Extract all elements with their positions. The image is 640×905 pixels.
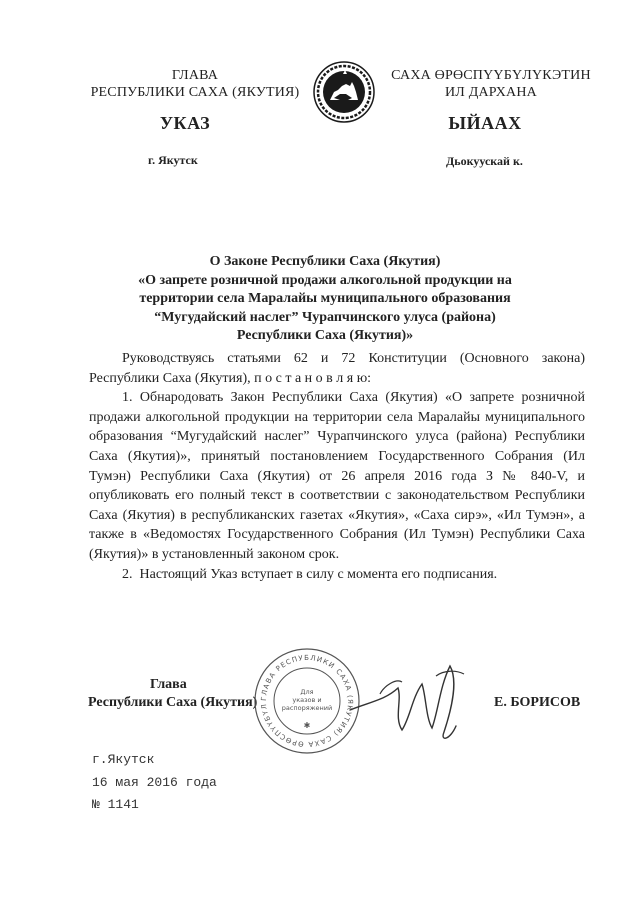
- header-right: [382, 67, 600, 101]
- header-left-line1: ГЛАВА: [171, 68, 219, 83]
- stamp-ring-text: ГЛАВА РЕСПУБЛИКИ САХА (ЯКУТИЯ) САХА ӨРӨСПҮҮБҮЛ: [259, 653, 355, 749]
- footer-date: 16 мая 2016 года: [92, 775, 217, 790]
- title-line: «О запрете розничной продажи алкогольной продукции на: [138, 272, 512, 288]
- footer-city: г.Якутск: [92, 752, 155, 767]
- header-right-line2: ИЛ ДАРХАНА: [444, 85, 537, 100]
- document-body: [89, 349, 585, 584]
- doc-type-left: УКАЗ: [159, 113, 211, 133]
- document-title: [110, 253, 540, 346]
- coat-of-arms-emblem-icon: [312, 60, 376, 124]
- city-right: Дьокуускай к.: [446, 154, 523, 168]
- title-line: О Законе Республики Саха (Якутия): [209, 254, 441, 269]
- signature-name: Е. БОРИСОВ: [494, 695, 581, 710]
- city-left: г. Якутск: [148, 153, 198, 167]
- doc-type-right: ЫЙААХ: [448, 113, 522, 133]
- item-1-paragraph: 1. Обнародовать Закон Республики Саха (Якутия) «О запрете розничной продажи алкогольной продукции на территории села Маралайы муниципального образования “Мугудайский наслег” Чурапчинского улуса (района) Республики Саха (Якутия)», принятый постановлением Государственного Собрания (Ил Тумэн) Республики Саха (Якутия) от 26 апреля 2016 года З № 840-V, и опубликовать его полный текст в соответствии с законодательством Республики Саха (Якутия) в республиканских газетах «Якутия», «Саха сирэ», «Ил Тумэн», а также в «Ведомостях Государственного Собрания (Ил Тумэн) Республики Саха (Якутия)» в установленный законом срок.: [89, 390, 585, 562]
- preamble-paragraph: Руководствуясь статьями 62 и 72 Конституции (Основного закона) Республики Саха (Якутия), п о с т а н о в л я ю:: [89, 351, 585, 386]
- signature-title-line1: Глава: [150, 677, 187, 692]
- title-line: “Мугудайский наслег” Чурапчинского улуса (района): [154, 309, 496, 325]
- handwritten-signature: [340, 648, 490, 748]
- header-left: [70, 67, 320, 101]
- title-line: Республики Саха (Якутия)»: [236, 328, 414, 343]
- stamp-center-line2: указов и: [292, 696, 322, 704]
- svg-text:✱: ✱: [303, 721, 311, 730]
- title-line: территории села Маралайы муниципального образования: [139, 291, 511, 306]
- stamp-center-line3: распоряжений: [281, 704, 333, 712]
- signature-title-line2: Республики Саха (Якутия): [88, 695, 258, 710]
- stamp-center-line1: Для: [300, 688, 314, 696]
- header-right-line1: САХА ӨРӨСПҮҮБҮЛҮКЭТИН: [391, 68, 591, 83]
- item-2-paragraph: 2. Настоящий Указ вступает в силу с момента его подписания.: [122, 566, 498, 582]
- footer-number: № 1141: [92, 797, 139, 812]
- header-left-line2: РЕСПУБЛИКИ САХА (ЯКУТИЯ): [90, 85, 300, 100]
